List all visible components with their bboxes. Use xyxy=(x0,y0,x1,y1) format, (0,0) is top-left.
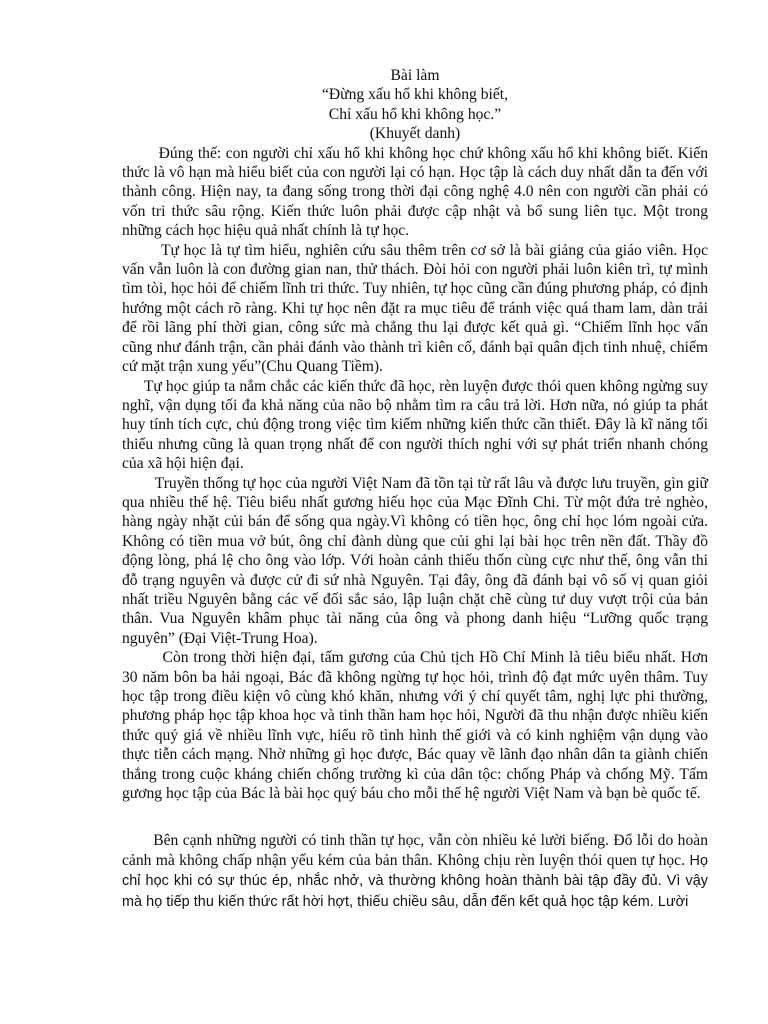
paragraph-3: Tự học giúp ta nắm chắc các kiến thức đã học, rèn luyện được thói quen không ngừng suy nghĩ, vận dụng tối đa khả năng của não bộ nhằm tìm ra câu trả lời. Hơn nữa, nó giúp ta phát huy tính tích cực, chủ động trong việc tìm kiếm những kiến thức cần thiết. Đây là kĩ năng tối thiểu nhưng cũng là quan trọng nhất để con người thích nghi với sự phát triển nhanh chóng của xã hội hiện đại. xyxy=(122,377,708,473)
paragraph-2: Tự học là tự tìm hiểu, nghiên cứu sâu thêm trên cơ sở là bài giảng của giáo viên. Học vấn vẫn luôn là con đường gian nan, thử thách. Đòi hỏi con người phải luôn kiên trì, tự mình tìm tòi, học hỏi để chiếm lĩnh tri thức. Tuy nhiên, tự học cũng cần đúng phương pháp, có định hướng một cách rõ ràng. Khi tự học nên đặt ra mục tiêu để tránh việc quá tham lam, dàn trải để rồi lãng phí thời gian, công sức mà chẳng thu lại được kết quả gì. “Chiếm lĩnh học vấn cũng như đánh trận, cần phải đánh vào thành trì kiên cố, đánh bại quân địch tinh nhuệ, chiếm cứ mặt trận xung yếu”(Chu Quang Tiềm). xyxy=(122,241,708,376)
paragraph-4: Truyền thống tự học của người Việt Nam đã tồn tại từ rất lâu và được lưu truyền, gìn giữ qua nhiều thế hệ. Tiêu biểu nhất gương hiếu học của Mạc Đĩnh Chi. Từ một đứa trẻ nghèo, hàng ngày nhặt củi bán để sống qua ngày.Vì không có tiền học, ông chỉ học lóm ngoài cửa. Không có tiền mua vở bút, ông chỉ đành dùng que củi ghi lại bài học trên nền đất. Thầy đồ động lòng, phá lệ cho ông vào lớp. Với hoàn cảnh thiếu thốn cùng cực như thế, ông vẫn thi đỗ trạng nguyên và được cử đi sứ nhà Nguyên. Tại đây, ông đã đánh bại vô số vị quan giỏi nhất triều Nguyên bằng các vế đối sắc sảo, lập luận chặt chẽ cùng tư duy vượt trội của bản thân. Vua Nguyên khâm phục tài năng của ông và phong danh hiệu “Lưỡng quốc trạng nguyên” (Đại Việt-Trung Hoa). xyxy=(122,474,708,647)
paragraph-spacer xyxy=(122,803,708,831)
quote-line-1: “Đừng xấu hổ khi không biết, xyxy=(321,86,509,104)
essay-title: Bài làm xyxy=(390,67,440,84)
essay-body xyxy=(122,66,708,912)
paragraph-1: Đúng thế: con người chỉ xấu hổ khi không học chứ không xấu hổ khi không biết. Kiến thức là vô hạn mà hiểu biết của con người lại có hạn. Học tập là cách duy nhất dẫn ta đến với thành công. Hiện nay, ta đang sống trong thời đại công nghệ 4.0 nên con người cần phải có vốn tri thức sâu rộng. Kiến thức luôn phải được cập nhật và bổ sung liên tục. Một trong những cách học hiệu quả nhất chính là tự học. xyxy=(122,144,708,240)
quote-line-2: Chỉ xấu hổ khi không học.” xyxy=(328,105,502,123)
quote-author: (Khuyết danh) xyxy=(369,125,461,143)
paragraph-5: Còn trong thời hiện đại, tấm gương của Chủ tịch Hồ Chí Minh là tiêu biểu nhất. Hơn 30 năm bôn ba hải ngoại, Bác đã không ngừng tự học hỏi, trình độ đạt mức uyên thâm. Tuy học tập trong điều kiện vô cùng khó khăn, nhưng với ý chí quyết tâm, nghị lực phi thường, phương pháp học tập khoa học và tinh thần ham học hỏi, Người đã thu nhận được nhiều kiến thức quý giá về nhiều lĩnh vực, hiểu rõ tình hình thế giới và có kinh nghiệm vận dụng vào thực tiễn cách mạng. Nhờ những gì học được, Bác quay về lãnh đạo nhân dân ta giành chiến thắng trong cuộc kháng chiến chống trường kì của dân tộc: chống Pháp và chống Mỹ. Tấm gương học tập của Bác là bài học quý báu cho mỗi thế hệ người Việt Nam và bạn bè quốc tế. xyxy=(122,649,708,803)
paragraph-6 xyxy=(122,831,708,912)
paragraph-6-sans-text: Họ chỉ học khi có sự thúc ép, nhắc nhở, và thường không hoàn thành bài tập đầy đủ. Vì vậy mà họ tiếp thu kiến thức rất hời hợt, thiếu chiều sâu, dẫn đến kết quả học tập kém. Lười xyxy=(122,852,708,910)
paragraph-6-serif-text: Bên cạnh những người có tinh thần tự học, vẫn còn nhiều kẻ lười biếng. Đổ lỗi do hoàn cảnh mà không chấp nhận yếu kém của bản thân. Không chịu rèn luyện thói quen tự học. xyxy=(122,832,708,869)
